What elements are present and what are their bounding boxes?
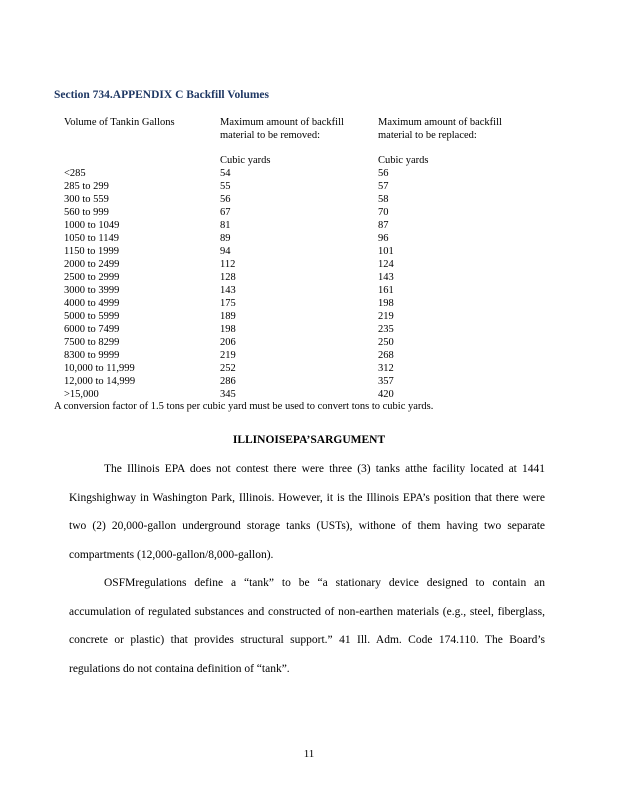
table-cell: 300 to 559	[64, 194, 109, 205]
table-cell: Maximum amount of backfill	[220, 117, 344, 128]
table-cell: 189	[220, 311, 236, 322]
table-cell: 198	[378, 298, 394, 309]
table-cell: 56	[378, 168, 389, 179]
table-cell: 55	[220, 181, 231, 192]
table-cell: 8300 to 9999	[64, 350, 120, 361]
argument-paragraph-1	[69, 455, 545, 570]
table-cell: 96	[378, 233, 389, 244]
table-cell: 5000 to 5999	[64, 311, 120, 322]
table-cell: 81	[220, 220, 231, 231]
table-cell: <285	[64, 168, 86, 179]
table-cell: 124	[378, 259, 394, 270]
table-cell: Volume of Tankin Gallons	[64, 117, 175, 128]
paragraph-text: OSFMregulations define a “tank” to be “a stationary device designed to contain an accumulation of regulated substances and constructed of non-earthen materials (e.g., steel, fiberglass, concrete or plastic) that provides structural support.” 41 Ill. Adm. Code 174.110. The Board’s regulations do not containa definition of “tank”.	[69, 577, 545, 676]
table-cell: 357	[378, 376, 394, 387]
table-cell: 128	[220, 272, 236, 283]
argument-title: ILLINOISEPA’SARGUMENT	[232, 434, 386, 446]
table-cell: 560 to 999	[64, 207, 109, 218]
table-cell: 94	[220, 246, 231, 257]
table-cell: 67	[220, 207, 231, 218]
table-cell: 286	[220, 376, 236, 387]
table-cell: material to be removed:	[220, 130, 321, 141]
table-cell: 219	[378, 311, 394, 322]
table-cell: 219	[220, 350, 236, 361]
table-cell: 268	[378, 350, 394, 361]
table-cell: 54	[220, 168, 231, 179]
table-cell: 206	[220, 337, 236, 348]
section-heading: Section 734.APPENDIX C Backfill Volumes	[54, 89, 269, 101]
table-cell: 198	[220, 324, 236, 335]
table-cell: 12,000 to 14,999	[64, 376, 136, 387]
table-cell: 143	[220, 285, 236, 296]
table-cell: 250	[378, 337, 394, 348]
paragraph-text: The Illinois EPA does not contest there were three (3) tanks atthe facility located at 1441 Kingshighway in Washington Park, Illinois. However, it is the Illinois EPA’s position that there were two (2) 20,000-gallon underground storage tanks (USTs), withone of them having two separate compartments (12,000-gallon/8,000-gallon).	[69, 463, 545, 562]
table-cell: 10,000 to 11,999	[64, 363, 135, 374]
table-cell: 87	[378, 220, 389, 231]
table-cell: 58	[378, 194, 389, 205]
table-cell: 420	[378, 389, 394, 400]
table-cell: 285 to 299	[64, 181, 109, 192]
table-cell: 2000 to 2499	[64, 259, 120, 270]
table-cell: material to be replaced:	[378, 130, 477, 141]
table-cell: 4000 to 4999	[64, 298, 120, 309]
table-cell: 345	[220, 389, 236, 400]
table-cell: 143	[378, 272, 394, 283]
table-cell: 56	[220, 194, 231, 205]
table-cell: 7500 to 8299	[64, 337, 120, 348]
table-cell: 161	[378, 285, 394, 296]
table-cell: 1150 to 1999	[64, 246, 120, 257]
table-cell: 70	[378, 207, 389, 218]
table-cell: >15,000	[64, 389, 99, 400]
table-cell: 101	[378, 246, 394, 257]
table-cell: 89	[220, 233, 231, 244]
table-cell: 252	[220, 363, 236, 374]
table-cell: 112	[220, 259, 236, 270]
table-cell: 312	[378, 363, 394, 374]
table-cell: Cubic yards	[220, 155, 271, 166]
table-cell: 1000 to 1049	[64, 220, 120, 231]
table-cell: 235	[378, 324, 394, 335]
table-cell: Maximum amount of backfill	[378, 117, 502, 128]
conversion-note: A conversion factor of 1.5 tons per cubic yard must be used to convert tons to cubic yards.	[54, 401, 434, 412]
table-cell: 6000 to 7499	[64, 324, 120, 335]
table-cell: 1050 to 1149	[64, 233, 120, 244]
table-cell: 57	[378, 181, 389, 192]
table-cell: Cubic yards	[378, 155, 429, 166]
page-number: 11	[303, 748, 315, 760]
argument-paragraph-2	[69, 569, 545, 684]
table-cell: 2500 to 2999	[64, 272, 120, 283]
table-cell: 3000 to 3999	[64, 285, 120, 296]
table-cell: 175	[220, 298, 236, 309]
